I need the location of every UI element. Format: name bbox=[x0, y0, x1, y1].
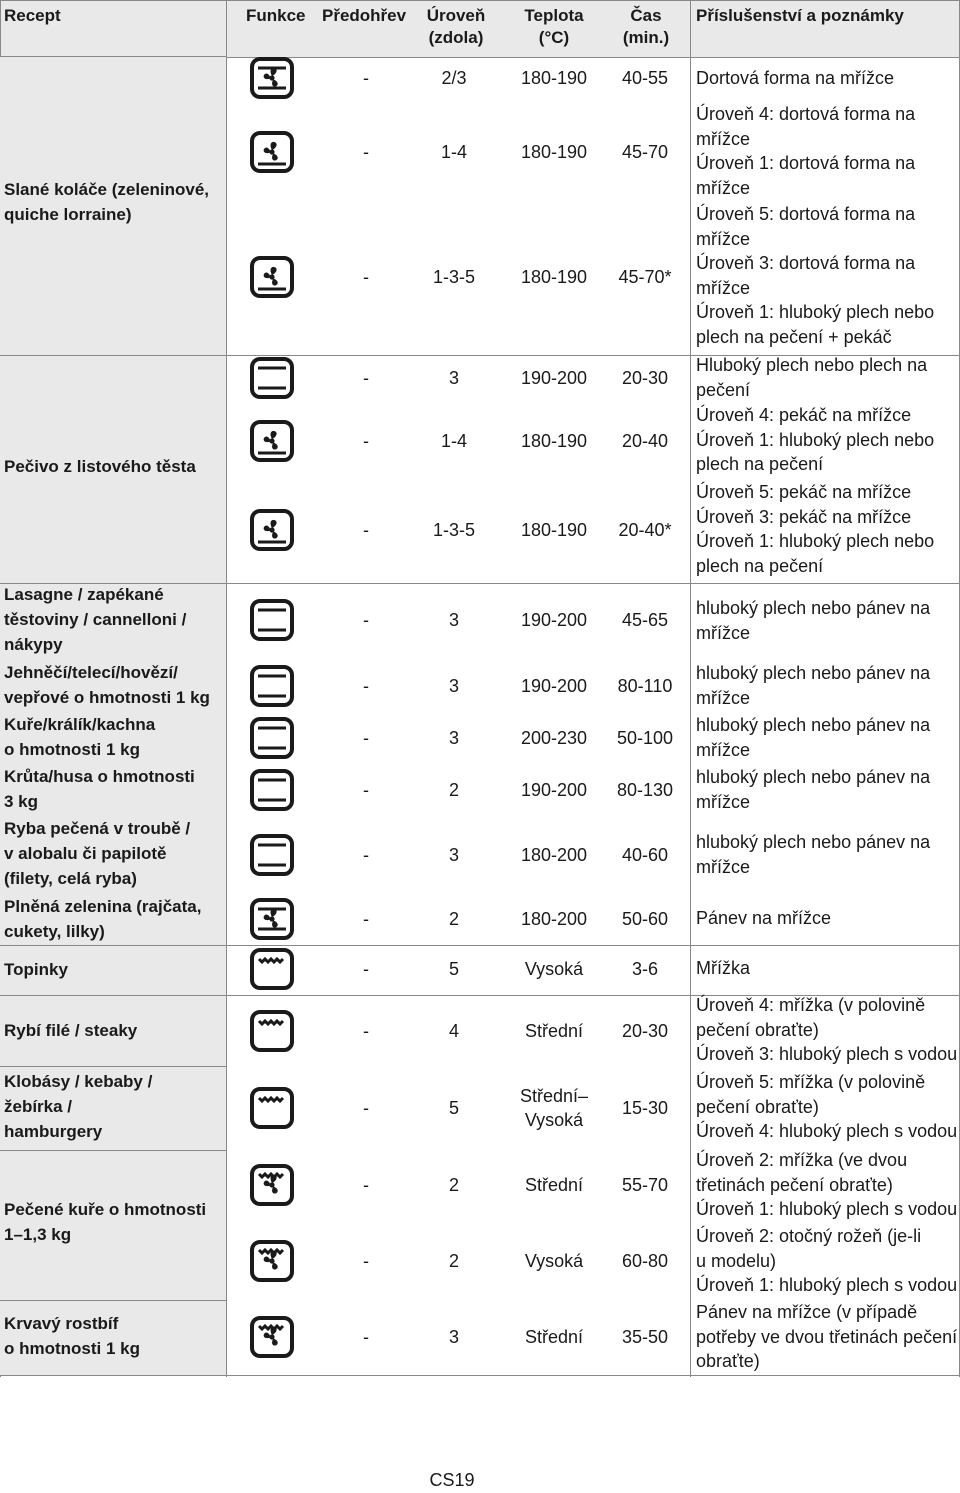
notes-cell: Úroveň 5: mřížka (v polovině pečení obraťte) Úroveň 4: hluboký plech s vodou bbox=[696, 1072, 958, 1141]
page-number: CS19 bbox=[429, 1470, 475, 1490]
temp-cell: 180-190 bbox=[520, 520, 588, 540]
notes-cell: Pánev na mřížce bbox=[696, 908, 832, 928]
preheat-cell: - bbox=[363, 780, 369, 800]
recipe-label: Rybí filé / steaky bbox=[4, 1021, 138, 1040]
temp-cell: Vysoká bbox=[524, 1251, 584, 1271]
temp-cell: Střední bbox=[524, 1327, 584, 1347]
preheat-cell: - bbox=[363, 520, 369, 540]
grill-icon bbox=[249, 1008, 295, 1054]
grill-icon bbox=[249, 1085, 295, 1131]
preheat-cell: - bbox=[363, 1098, 369, 1118]
level-cell: 2 bbox=[448, 909, 459, 929]
recipe-label: Krvavý rostbíf o hmotnosti 1 kg bbox=[4, 1314, 140, 1358]
time-cell: 45-70 bbox=[621, 142, 669, 162]
temp-cell: 200-230 bbox=[520, 728, 588, 748]
time-cell: 40-55 bbox=[621, 68, 669, 88]
recipe-label: Ryba pečená v troubě / v alobalu či papilotě (filety, celá ryba) bbox=[4, 819, 191, 888]
header-level: Úroveň (zdola) bbox=[426, 6, 486, 47]
time-cell: 3-6 bbox=[631, 959, 658, 979]
temp-cell: Vysoká bbox=[524, 959, 584, 979]
time-cell: 80-110 bbox=[617, 676, 673, 696]
temp-cell: 180-200 bbox=[520, 845, 588, 865]
time-cell: 20-40 bbox=[621, 431, 669, 451]
preheat-cell: - bbox=[363, 68, 369, 88]
temp-cell: 180-200 bbox=[520, 909, 588, 929]
level-cell: 3 bbox=[448, 728, 459, 748]
temp-cell: 180-190 bbox=[520, 267, 588, 287]
level-cell: 1-3-5 bbox=[432, 267, 476, 287]
level-cell: 3 bbox=[448, 368, 459, 388]
preheat-cell: - bbox=[363, 431, 369, 451]
header-function: Funkce bbox=[246, 6, 306, 25]
preheat-cell: - bbox=[363, 676, 369, 696]
level-cell: 4 bbox=[448, 1021, 459, 1041]
notes-cell: hluboký plech nebo pánev na mřížce bbox=[696, 598, 931, 643]
preheat-cell: - bbox=[363, 959, 369, 979]
preheat-cell: - bbox=[363, 1175, 369, 1195]
temp-cell: 180-190 bbox=[520, 142, 588, 162]
recipe-label: Kuře/králík/kachna o hmotnosti 1 kg bbox=[4, 715, 156, 759]
notes-cell: hluboký plech nebo pánev na mřížce bbox=[696, 715, 931, 760]
level-cell: 1-3-5 bbox=[432, 520, 476, 540]
convection-multilevel-icon bbox=[249, 507, 295, 553]
turbo-grill-icon bbox=[249, 1238, 295, 1284]
preheat-cell: - bbox=[363, 728, 369, 748]
notes-cell: Úroveň 4: pekáč na mřížce Úroveň 1: hluboký plech nebo plech na pečení bbox=[696, 405, 935, 474]
header-temp: Teplota (°C) bbox=[524, 6, 584, 47]
notes-cell: hluboký plech nebo pánev na mřížce bbox=[696, 663, 931, 708]
conventional-oven-icon bbox=[249, 715, 295, 761]
time-cell: 35-50 bbox=[621, 1327, 669, 1347]
turbo-grill-icon bbox=[249, 1162, 295, 1208]
preheat-cell: - bbox=[363, 267, 369, 287]
notes-cell: Úroveň 2: mřížka (ve dvou třetinách pečení obraťte) Úroveň 1: hluboký plech s vodou bbox=[696, 1150, 958, 1219]
level-cell: 2/3 bbox=[441, 68, 467, 88]
preheat-cell: - bbox=[363, 909, 369, 929]
preheat-cell: - bbox=[363, 610, 369, 630]
notes-cell: Úroveň 4: dortová forma na mřížce Úroveň 1: dortová forma na mřížce bbox=[696, 104, 916, 198]
time-cell: 60-80 bbox=[621, 1251, 669, 1271]
level-cell: 3 bbox=[448, 1327, 459, 1347]
time-cell: 20-30 bbox=[621, 368, 669, 388]
level-cell: 5 bbox=[448, 1098, 459, 1118]
recipe-label: Topinky bbox=[4, 960, 68, 979]
time-cell: 15-30 bbox=[621, 1098, 669, 1118]
level-cell: 5 bbox=[448, 959, 459, 979]
level-cell: 2 bbox=[448, 780, 459, 800]
grill-icon bbox=[249, 946, 295, 992]
notes-cell: Úroveň 4: mřížka (v polovině pečení obraťte) Úroveň 3: hluboký plech s vodou bbox=[696, 995, 958, 1064]
level-cell: 3 bbox=[448, 676, 459, 696]
convection-multilevel-icon bbox=[249, 418, 295, 464]
conventional-oven-icon bbox=[249, 832, 295, 878]
level-cell: 2 bbox=[448, 1175, 459, 1195]
table-header bbox=[0, 0, 960, 58]
fan-oven-icon bbox=[249, 55, 295, 101]
temp-cell: Střední– Vysoká bbox=[519, 1086, 589, 1130]
time-cell: 40-60 bbox=[621, 845, 669, 865]
notes-cell: Úroveň 2: otočný rožeň (je-li u modelu) Úroveň 1: hluboký plech s vodou bbox=[696, 1226, 958, 1295]
header-preheat: Předohřev bbox=[322, 6, 407, 25]
conventional-oven-icon bbox=[249, 355, 295, 401]
notes-cell: Mřížka bbox=[696, 958, 750, 978]
time-cell: 50-60 bbox=[621, 909, 669, 929]
notes-cell: Hluboký plech nebo plech na pečení bbox=[696, 355, 928, 400]
temp-cell: 190-200 bbox=[520, 368, 588, 388]
temp-cell: Střední bbox=[524, 1175, 584, 1195]
level-cell: 2 bbox=[448, 1251, 459, 1271]
recipe-label: Pečivo z listového těsta bbox=[4, 457, 196, 476]
time-cell: 20-30 bbox=[621, 1021, 669, 1041]
row-divider bbox=[226, 945, 959, 946]
turbo-grill-icon bbox=[249, 1314, 295, 1360]
table-bottom-line bbox=[0, 1375, 960, 1376]
time-cell: 80-130 bbox=[616, 780, 674, 800]
preheat-cell: - bbox=[363, 142, 369, 162]
level-cell: 3 bbox=[448, 845, 459, 865]
convection-multilevel-icon bbox=[249, 254, 295, 300]
recipe-label: Plněná zelenina (rajčata, cukety, lilky) bbox=[4, 897, 202, 941]
temp-cell: 180-190 bbox=[520, 68, 588, 88]
time-cell: 20-40* bbox=[618, 520, 672, 540]
notes-cell: hluboký plech nebo pánev na mřížce bbox=[696, 767, 931, 812]
temp-cell: 190-200 bbox=[520, 676, 588, 696]
notes-cell: Úroveň 5: pekáč na mřížce Úroveň 3: pekáč na mřížce Úroveň 1: hluboký plech nebo plech na pečení bbox=[696, 482, 935, 576]
convection-multilevel-icon bbox=[249, 129, 295, 175]
time-cell: 50-100 bbox=[616, 728, 674, 748]
level-cell: 3 bbox=[448, 610, 459, 630]
recipe-label: Jehněčí/telecí/hovězí/ vepřové o hmotnosti 1 kg bbox=[4, 663, 210, 707]
notes-cell: Dortová forma na mřížce bbox=[696, 68, 895, 88]
conventional-oven-icon bbox=[249, 767, 295, 813]
recipe-label: Krůta/husa o hmotnosti 3 kg bbox=[4, 767, 195, 811]
preheat-cell: - bbox=[363, 1251, 369, 1271]
level-cell: 1-4 bbox=[440, 142, 467, 162]
notes-cell: hluboký plech nebo pánev na mřížce bbox=[696, 832, 931, 877]
header-notes: Příslušenství a poznámky bbox=[696, 6, 904, 25]
time-cell: 45-65 bbox=[621, 610, 669, 630]
preheat-cell: - bbox=[363, 368, 369, 388]
column-divider bbox=[690, 0, 691, 1377]
conventional-oven-icon bbox=[249, 597, 295, 643]
notes-cell: Pánev na mřížce (v případě potřeby ve dvou třetinách pečení obraťte) bbox=[696, 1302, 958, 1371]
recipe-label: Slané koláče (zeleninové, quiche lorraine) bbox=[4, 180, 210, 224]
header-recipe: Recept bbox=[4, 6, 61, 25]
temp-cell: 190-200 bbox=[520, 780, 588, 800]
fan-oven-icon bbox=[249, 896, 295, 942]
row-divider bbox=[226, 583, 959, 584]
recipe-label: Klobásy / kebaby / žebírka / hamburgery bbox=[4, 1072, 153, 1141]
conventional-oven-icon bbox=[249, 663, 295, 709]
header-time: Čas (min.) bbox=[622, 6, 670, 47]
temp-cell: 190-200 bbox=[520, 610, 588, 630]
preheat-cell: - bbox=[363, 1327, 369, 1347]
temp-cell: 180-190 bbox=[520, 431, 588, 451]
preheat-cell: - bbox=[363, 845, 369, 865]
temp-cell: Střední bbox=[524, 1021, 584, 1041]
preheat-cell: - bbox=[363, 1021, 369, 1041]
level-cell: 1-4 bbox=[440, 431, 467, 451]
notes-cell: Úroveň 5: dortová forma na mřížce Úroveň 3: dortová forma na mřížce Úroveň 1: hluboký plech nebo plech na pečení + pekáč bbox=[696, 204, 935, 347]
recipe-label: Lasagne / zapékané těstoviny / cannelloni / nákypy bbox=[4, 585, 187, 654]
recipe-label: Pečené kuře o hmotnosti 1–1,3 kg bbox=[4, 1200, 207, 1244]
time-cell: 45-70* bbox=[618, 267, 672, 287]
column-divider bbox=[226, 0, 227, 1377]
time-cell: 55-70 bbox=[621, 1175, 669, 1195]
